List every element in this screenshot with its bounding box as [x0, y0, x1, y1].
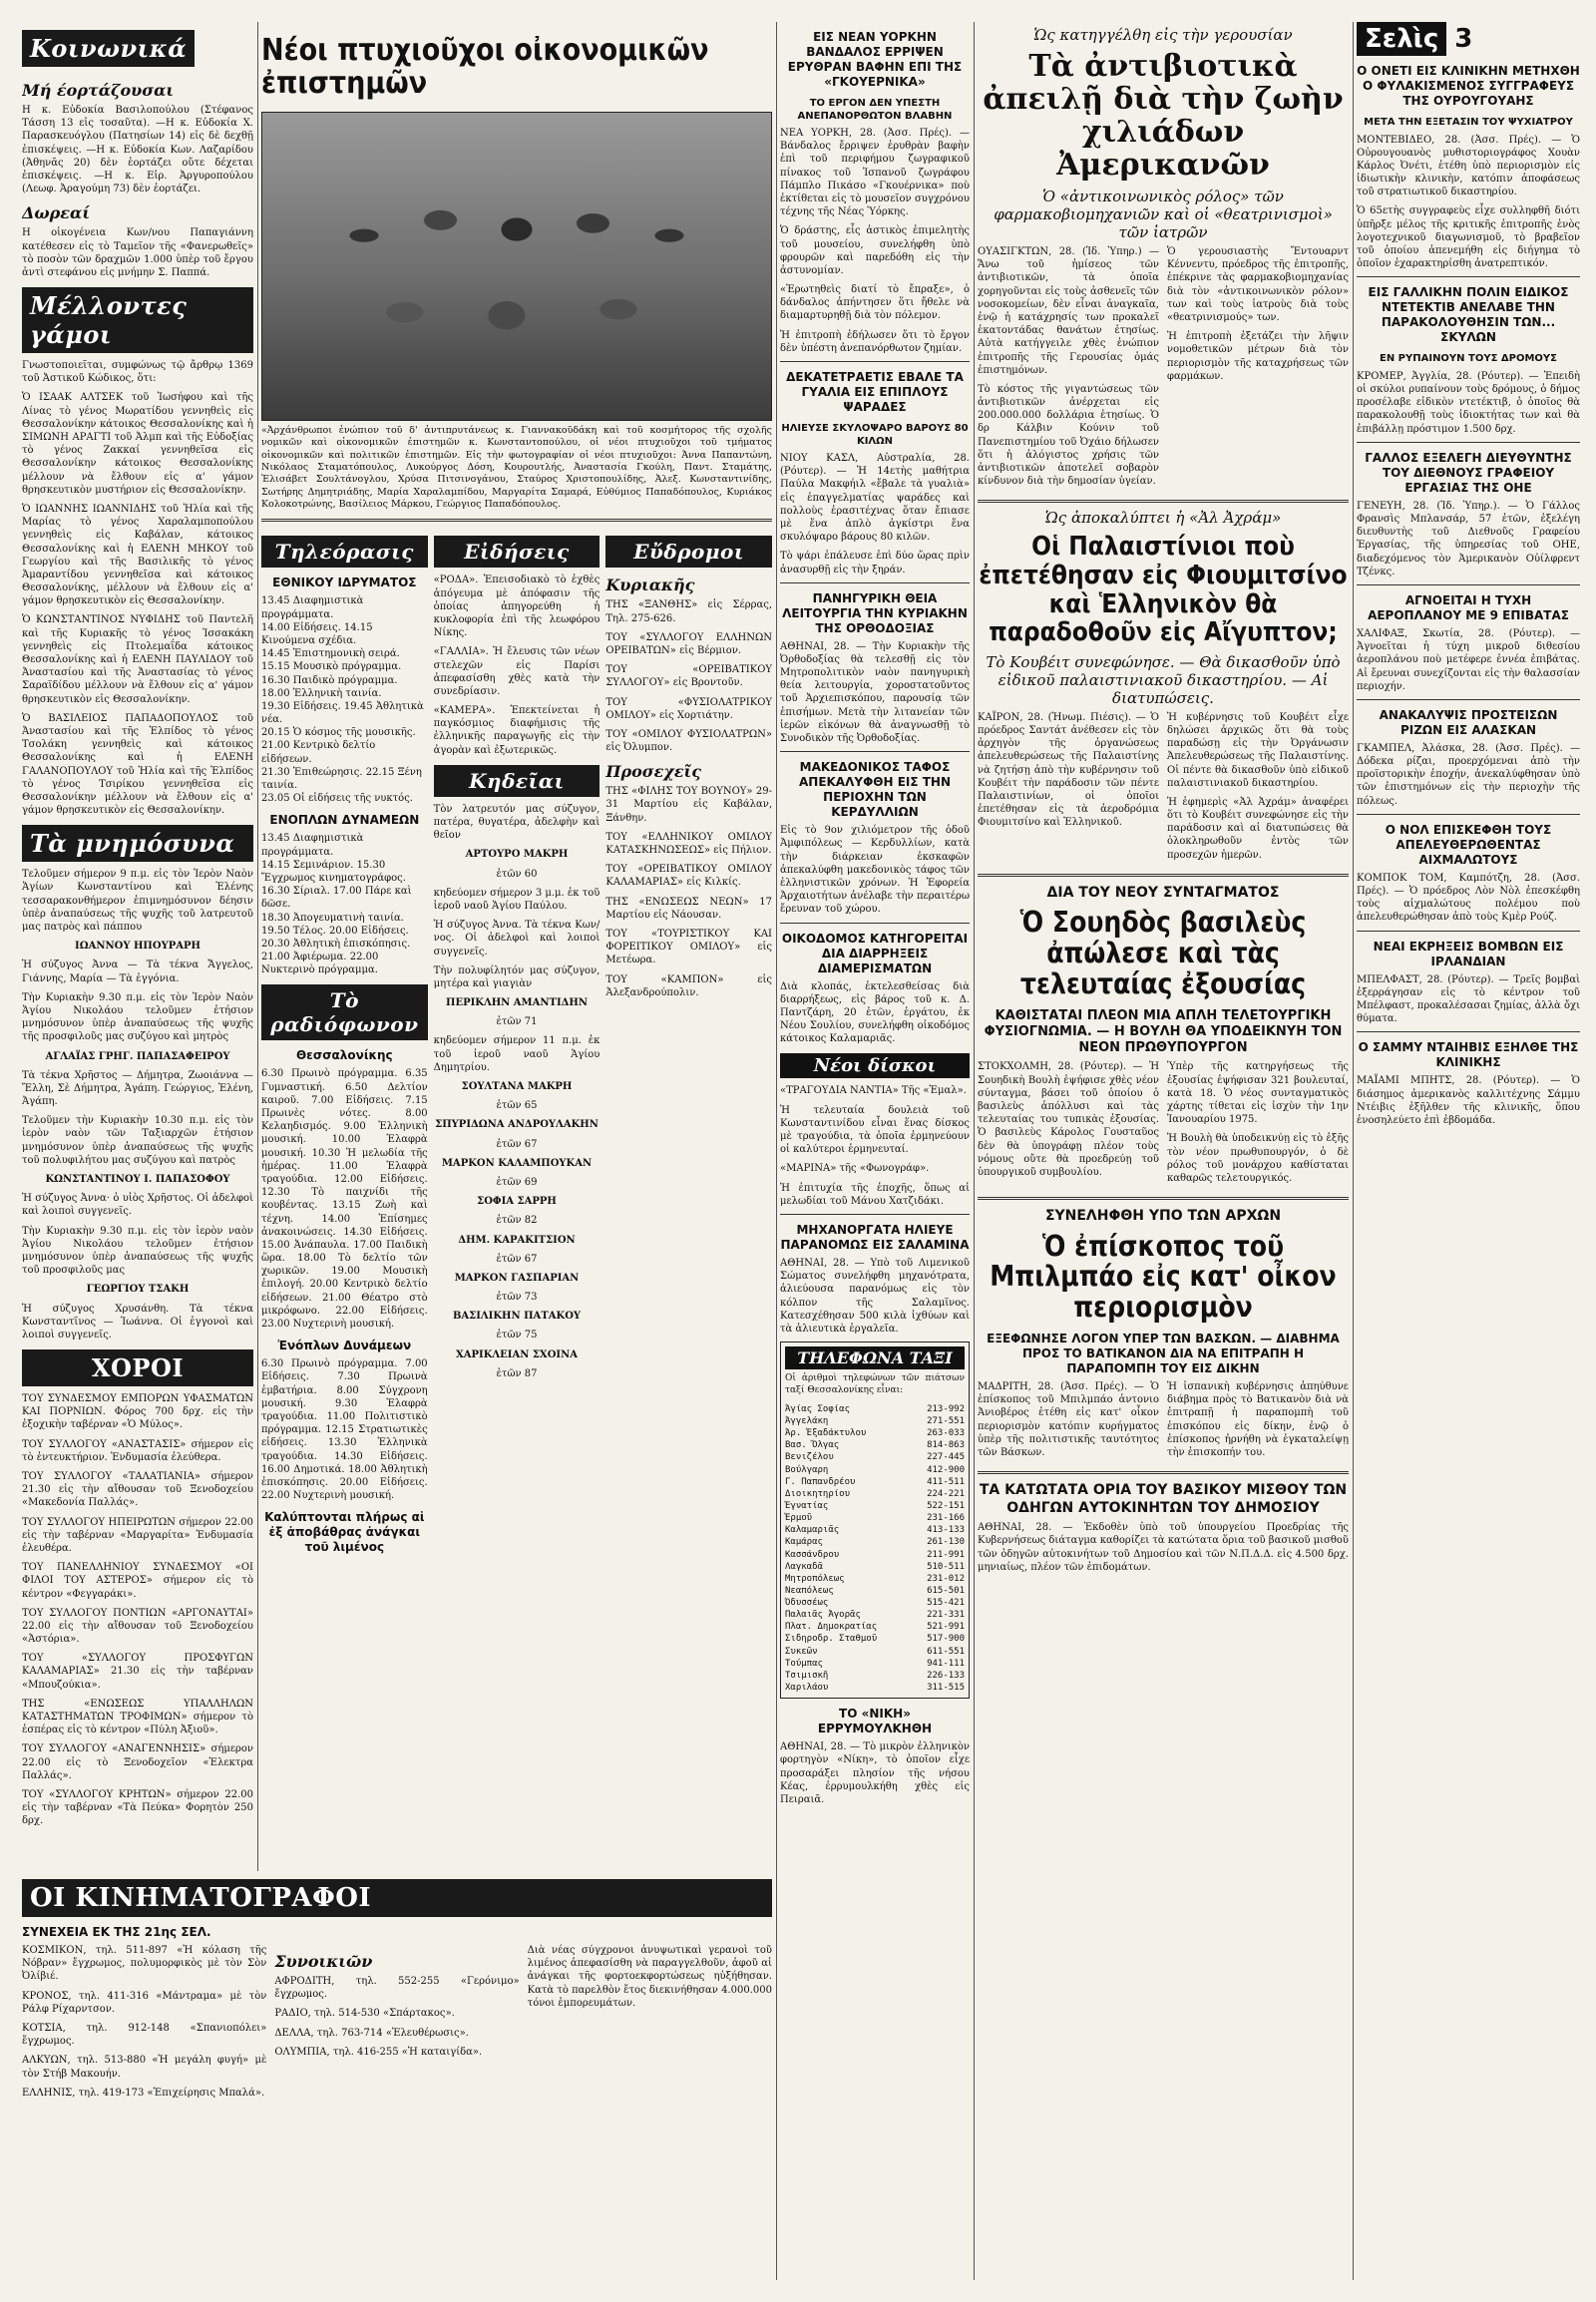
kicker: Ὡς κατηγγέλθη εἰς τὴν γερουσίαν: [1033, 26, 1293, 44]
article-text: ΓΚΑΜΠΕΛ, Ἀλάσκα, 28. (Ἀσσ. Πρές). — Δόδεκα ρίζαι, προερχόμεναι ἀπὸ τὴν προϊστορικὴν ἐποχήν, ἀνεκαλύφθησαν ὑπὸ τῶν ἐπιστημόνων εἰς τὴν περιοχὴν τῆς πόλεως.: [1357, 742, 1580, 807]
notice-text: Ἡ σύζυγος Ἀννα· ὁ υἱὸς Χρῆστος. Οἱ ἀδελφοὶ καὶ λοιποὶ συγγενεῖς.: [22, 1193, 253, 1218]
radio-heading: Ἐνόπλων Δυνάμεων: [277, 1339, 412, 1353]
notice-name: ΚΩΝΣΤΑΝΤΙΝΟΥ Ι. ΠΑΠΑΣΟΦΟΥ: [45, 1174, 230, 1185]
kicker: ΔΙΑ ΤΟΥ ΝΕΟΥ ΣΥΝΤΑΓΜΑΤΟΣ: [1046, 884, 1280, 901]
column-foreign-briefs: [1357, 22, 1580, 2280]
notice-text: ΤΗΣ «ΕΝΩΣΕΩΣ ΥΠΑΛΛΗΛΩΝ ΚΑΤΑΣΤΗΜΑΤΩΝ ΤΡΟΦΙΜΩΝ» σήμερον τὸ ἐσπέρας εἰς τὸ κέντρον «Πύλη Ἀξιοῦ».: [22, 1698, 253, 1736]
notice-text: Ὁ ΒΑΣΙΛΕΙΟΣ ΠΑΠΑΔΟΠΟΥΛΟΣ τοῦ Ἀναστασίου καὶ τῆς Ἑλπίδος τὸ γένος Τσολάκη γεννηθεὶς καὶ κάτοικος Θεσσαλονίκης καὶ ἡ ΕΛΕΝΗ ΓΑΛΑΝΟΠΟΥΛΟΥ τοῦ Ἠλία καὶ τῆς Ἑλπίδος τὸ γένος Τσιρίκου γεννηθεῖσα εἰς Θεσσαλονίκην μέλλουν νὰ ἔλθουν εἰς α' γάμον θρησκευτικὸν εἰς Θεσσαλονίκην.: [22, 712, 253, 817]
divider: [780, 361, 970, 362]
tv-listing: 20.15 Ὁ κόσμος τῆς μουσικῆς.: [261, 727, 416, 739]
taxi-stand-phone: 221-331: [927, 1610, 965, 1621]
funeral-name: ΔΗΜ. ΚΑΡΑΚΙΤΣΙΟΝ: [458, 1234, 576, 1246]
taxi-stand-name: Βασ. Ὄλγας: [785, 1440, 840, 1451]
taxi-stand-name: Καμάρας: [785, 1537, 823, 1548]
article-text: ΜΠΕΛΦΑΣΤ, 28. (Ρόυτερ). — Τρεῖς βομβαὶ ἐξερράγησαν εἰς τὸ κέντρον τοῦ Μπέλφαστ, προκαλέσασαι ζημίας, ἀλλὰ ὄχι θύματα.: [1357, 973, 1580, 1025]
notice-text: Ἡ σύζυγος Ἀννα — Τὰ τέκνα Ἄγγελος, Γιάννης, Μαρία — Τὰ ἐγγόνια.: [22, 959, 253, 984]
column-briefs: [780, 22, 970, 2280]
notice-text: ΤΟΥ «ΣΥΛΛΟΓΟΥ ΚΡΗΤΩΝ» σήμερον 22.00 εἰς τὴν ταβέρναν «Τὰ Πεύκα» Φορητὸν 250 δρχ.: [22, 1788, 253, 1827]
article-text: ΑΘΗΝΑΙ, 28. — Ἐκδοθὲν ὑπὸ τοῦ ὑπουργείου Προεδρίας τῆς Κυβερνήσεως διάταγμα καθορίζει τὰ κατώτατα ὅρια τοῦ βασικοῦ μισθοῦ τῶν ὀδηγῶν αὐτοκινήτων τοῦ Δημοσίου καὶ τῶν Ν.Π.Δ.Δ. εἰς 4.500 δρχ. μηνιαίως, πλέον τῶν ἐπιδομάτων.: [978, 1522, 1349, 1573]
article-text: Ἡ ἐπιτροπὴ ἐδήλωσεν ὅτι τὸ ἔργον δὲν ὑπέστη ἀνεπανόρθωτον ζημίαν.: [780, 329, 970, 354]
excursion-text: ΤΗΣ «ΕΝΩΣΕΩΣ ΝΕΩΝ» 17 Μαρτίου εἰς Νάουσαν.: [605, 896, 772, 921]
notice-name: ΑΓΛΑΪΑΣ ΓΡΗΓ. ΠΑΠΑΣΑΦΕΙΡΟΥ: [45, 1050, 230, 1062]
notice-text: Γνωστοποιεῖται, συμφώνως τῷ ἄρθρῳ 1369 τοῦ Ἀστικοῦ Κώδικος, ὅτι:: [22, 360, 253, 385]
page-num: 3: [1454, 24, 1473, 54]
radio-listing: 6.30 Πρωινὸ πρόγραμμα. 7.00 Εἰδήσεις. 7.30 Πρωινὰ ἐμβατήρια. 8.00 Σύγχρονη μουσική. 9.30 Ἐλαφρὰ τραγούδια. 11.00 Πολιτιστικὸ πρόγραμμα. 12.15 Στρατιωτικὲς εἰδήσεις. 13.30 Ἐλληνικὰ τραγούδια. 14.30 Εἰδήσεις. 16.00 Δημοτικά. 18.00 Ἀθλητικὴ ἐπισκόπησις. 20.00 Εἰδήσεις. 22.00 Νυχτερινὴ μουσική.: [261, 1358, 428, 1502]
taxi-row: [785, 1524, 965, 1536]
headline-antibiotics: Τὰ ἀντιβιοτικὰ ἀπειλῇ διὰ τὴν ζωὴν χιλιάδων Ἀμερικανῶν: [983, 49, 1344, 183]
article-text: Ἡ ἱσπανικὴ κυβέρνησις ἀπηύθυνε διάβημα πρὸς τὸ Βατικανὸν διὰ νὰ ἐπιτραπῇ ἡ παραπομπὴ τοῦ ἐπισκόπου εἰς δίκην, ἐνῷ ὁ ἐπίσκοπος ἠρνήθη νὰ ἐγκαταλείψῃ τὴν ἐπισκοπήν του.: [1167, 1381, 1349, 1458]
section-banner-news: Εἰδήσεις: [434, 536, 600, 568]
notice-text: Τὴν Κυριακὴν 9.30 π.μ. εἰς τὸν ἱερὸν ναὸν Ἁγίου Νικολάου τελοῦμεν ἐτήσιον μνημόσυνον ὑπὲρ ἀναπαύσεως τῆς ψυχῆς τοῦ προσφιλοῦς μας: [22, 1225, 253, 1277]
listing-text: ΕΛΛΗΝΙΣ, τηλ. 419-173 «Ἐπιχείρησις Μπαλά».: [22, 2087, 265, 2099]
taxi-row: [785, 1682, 965, 1694]
taxi-stand-name: Ἀγίας Σοφίας: [785, 1403, 851, 1414]
tv-listing: 13.45 Διαφημιστικὰ προγράμματα.: [261, 595, 364, 620]
section-banner-funerals: Κηδεῖαι: [434, 765, 600, 797]
divider: [1357, 1031, 1580, 1032]
taxi-phone-box: [780, 1342, 970, 1699]
tv-channel-heading: ΕΘΝΙΚΟΥ ΙΔΡΥΜΑΤΟΣ: [272, 576, 417, 590]
notice-name: ΙΩΑΝΝΟΥ ΗΠΟΥΡΑΡΗ: [75, 941, 200, 953]
excursion-text: ΤΟΥ «ΣΥΛΛΟΓΟΥ ΕΛΛΗΝΩΝ ΟΡΕΙΒΑΤΩΝ» εἰς Βέρμιον.: [605, 631, 772, 656]
taxi-row: [785, 1670, 965, 1682]
funeral-age: ἐτῶν 69: [496, 1176, 538, 1188]
taxi-stand-name: Τούμπας: [785, 1658, 823, 1669]
section-subtitle: Συνοικιῶν: [274, 1952, 373, 1971]
taxi-stand-name: Γ. Παπανδρέου: [785, 1476, 856, 1487]
excursion-text: ΤΟΥ «ΚΑΜΠΟΝ» εἰς Ἀλεξανδρούπολιν.: [605, 973, 772, 998]
taxi-stand-name: Βούλγαρη: [785, 1464, 829, 1475]
funeral-age: ἐτῶν 87: [496, 1367, 538, 1379]
tv-listing: 21.00 Κεντρικὸ δελτίο εἰδήσεων.: [261, 740, 376, 765]
tv-listing: 14.45 Ἐπιστημονικὴ σειρά. 15.15 Μουσικὸ πρόγραμμα.: [261, 648, 402, 673]
article-headline: Ο ΣΑΜΜΥ ΝΤΑΙΗΒΙΣ ΕΞΗΛΘΕ ΤΗΣ ΚΛΙΝΙΚΗΣ: [1358, 1040, 1579, 1070]
news-brief: «ΡΟΔΑ». Ἐπεισοδιακὸ τὸ ἐχθὲς ἀπόγευμα μὲ ἀπόφασιν τῆς ὁποίας ἀπηγορεύθη ἡ κυκλοφορία ἐπὶ τῆς λεωφόρου Νίκης.: [433, 575, 600, 639]
divider: [1357, 931, 1580, 932]
divider: [1357, 442, 1580, 443]
divider: [261, 519, 772, 522]
article-text: Ὁ γερουσιαστὴς Ἔντουαρντ Κέννεντυ, πρόεδρος τῆς ἐπιτροπῆς, ἐπέκρινε τὰς φαρμακοβιομηχανίας διὰ τὸν «ἀντικοινωνικὸν ρόλον» των καὶ τοὺς ἰατροὺς διὰ τοὺς «θεατρινισμούς» των.: [1167, 246, 1349, 323]
section-banner-tv: Τηλεόρασις: [261, 536, 428, 568]
article-text: ΓΕΝΕΥΗ, 28. (Ἰδ. Ὑπηρ.). — Ὁ Γάλλος Φρανσὶς Μπλανσάρ, 57 ἐτῶν, ἐξελέγη διευθυντὴς τοῦ Διεθνοῦς Γραφείου Ἐργασίας, τῆς ὑπηρεσίας τοῦ ΟΗΕ, διαδεχόμενος τὸν Ἀμερικανὸν Οὐίλφρεντ Τζένκς.: [1357, 500, 1580, 577]
tv-listing: 19.50 Τέλος. 20.00 Εἰδήσεις.: [261, 925, 409, 937]
article-subheadline: ΜΕΤΑ ΤΗΝ ΕΞΕΤΑΣΙΝ ΤΟΥ ΨΥΧΙΑΤΡΟΥ: [1364, 117, 1573, 128]
taxi-row: [785, 1476, 965, 1488]
article-text: ΜΑΔΡΙΤΗ, 28. (Ἀσσ. Πρές). — Ὁ ἐπίσκοπος τοῦ Μπιλμπάο ἀντονιο Ἀνιοβέρος ἐτέθη εἰς κατ' οἶκον περιορισμὸν κατόπιν κυρήγματος ὑπὲρ τῆς πολιτιστικῆς ταυτότητος τῶν Βάσκων.: [978, 1381, 1159, 1458]
article-headline: Ο ΟΝΕΤΙ ΕΙΣ ΚΛΙΝΙΚΗΝ ΜΕΤΗΧΘΗ Ο ΦΥΛΑΚΙΣΜΕΝΟΣ ΣΥΓΓΡΑΦΕΥΣ ΤΗΣ ΟΥΡΟΥΓΟΥΑΗΣ: [1357, 64, 1580, 108]
radio-listing: 6.30 Πρωινὸ πρόγραμμα. 6.35 Γυμναστική. 6.50 Δελτίον καιροῦ. 7.00 Εἰδήσεις. 7.15 Πρωινὲς νότες. 8.00 Κελαηδισμός. 9.00 Ἑλληνικὴ μουσική. 10.00 Ἐλαφρὰ μουσική. 10.30 Ἡ μελωδία τῆς ἡμέρας. 11.00 Ἐλαφρὰ τραγούδια. 12.00 Εἰδήσεις. 12.30 Τὸ παιχνίδι τῆς κουβέντας. 13.15 Ζωὴ καὶ τέχνη. 14.00 Ἐπίσημες ἀνακοινώσεις. 14.30 Εἰδήσεις. 15.00 Ἀνάπαυλα. 17.00 Παιδικὴ ὥρα. 18.00 Τὸ δελτίο τῶν χωρικῶν. 19.00 Μουσικὴ ἐπιλογή. 20.00 Κεντρικὸ δελτίο εἰδήσεων. 21.00 Θέατρο στὸ μικρόφωνο. 22.00 Εἰδήσεις. 23.00 Νυχτερινὴ μουσική.: [261, 1068, 428, 1331]
taxi-stand-phone: 521-991: [927, 1622, 965, 1633]
kicker: ΣΥΝΕΛΗΦΘΗ ΥΠΟ ΤΩΝ ΑΡΧΩΝ: [1044, 1208, 1282, 1225]
excursion-text: ΤΗΣ «ΞΑΝΘΗΣ» εἰς Σέρρας, Τηλ. 275-626.: [605, 599, 772, 624]
taxi-row: [785, 1621, 965, 1633]
article-text: Τὸ κόστος τῆς γιγαντώσεως τῶν ἀντιβιοτικῶν ἀνέρχεται εἰς 200.000.000 δολλάρια ἐτησίως. Ὁ δρ Κάλβιν Κούνιν τοῦ Πανεπιστημίου τοῦ Ὀχάιο δήλωσεν ὅτι ἡ ἀλόγιστος χρήσις τῶν ἀντιβιοτικῶν ἀποτελεῖ σοβαρὸν κίνδυνον διὰ τὴν δημοσίαν ὑγείαν.: [978, 383, 1159, 488]
taxi-row: [785, 1415, 965, 1427]
taxi-stand-name: Σιδηροδρ. Σταθμοῦ: [785, 1634, 878, 1645]
taxi-stand-phone: 522-151: [927, 1500, 965, 1511]
excursion-text: ΤΟΥ «ΟΜΙΛΟΥ ΦΥΣΙΟΛΑΤΡΩΝ» εἰς Ὀλυμπον.: [605, 728, 772, 754]
taxi-stand-phone: 515-421: [927, 1598, 965, 1609]
funeral-text: κηδεύομεν σήμερον 11 π.μ. ἐκ τοῦ ἱεροῦ ναοῦ Ἁγίου Δημητρίου.: [433, 1035, 600, 1073]
graduates-photo: [261, 112, 772, 421]
taxi-stand-name: Βενιζέλου: [785, 1452, 834, 1463]
tv-listing: 16.30 Παιδικὸ πρόγραμμα. 18.00 Ἐλληνικὴ ταινία.: [261, 674, 398, 699]
article-text: «Ἐρωτηθεὶς διατί τὸ ἔπραξε», ὁ δάνδαλος ἀπήντησεν ὅτι ἤθελε νὰ διαμαρτυρηθῇ διὰ τὸν πόλεμον.: [780, 284, 970, 322]
continuation-note: ΣΥΝΕΧΕΙΑ ΕΚ ΤΗΣ 21ης ΣΕΛ.: [22, 1925, 211, 1939]
taxi-stand-phone: 261-130: [927, 1537, 965, 1548]
taxi-row: [785, 1597, 965, 1609]
notice-text: Τὴν Κυριακὴν 9.30 π.μ. εἰς τὸν Ἱερὸν Ναὸν Ἁγίου Νικολάου τελοῦμεν ἐτήσιον μνημόσυνον ὑπὲρ ἀναπαύσεως τῆς ψυχῆς τῆς προσφιλοῦς μας συζύγου καὶ μητρὸς: [22, 991, 253, 1043]
divider: [978, 874, 1349, 877]
article-text: ΑΘΗΝΑΙ, 28. — Τὴν Κυριακὴν τῆς Ὀρθοδοξίας θὰ τελεσθῇ εἰς τὸν Μητροπολιτικὸν ναὸν πανηγυρικὴ θεία λειτουργία, χοροστατοῦντος τοῦ Ἀρχιεπισκόπου, παρουσίᾳ τῶν ἐπισήμων. Μετὰ τὴν λιτανείαν τῶν ἱερῶν εἰκόνων θὰ ἀναγνωσθῇ τὸ Συνοδικὸν τῆς Ὀρθοδοξίας.: [780, 640, 970, 744]
record-text: Ἡ τελευταία δουλειὰ τοῦ Κωνσταντινίδου εἶναι ἕνας δίσκος μὲ τραγούδια, τὰ ὁποῖα ἐρμηνεύουν οἱ καλύτεροι ἑρμηνευταί.: [780, 1104, 970, 1156]
taxi-row: [785, 1464, 965, 1476]
funeral-age: ἐτῶν 75: [496, 1330, 538, 1342]
section-banner-records: Νέοι δίσκοι: [780, 1053, 970, 1078]
funeral-name: ΒΑΣΙΛΙΚΗΝ ΠΑΤΑΚΟΥ: [452, 1311, 582, 1323]
article-text: ΝΙΟΥ ΚΑΣΛ, Αὐστραλία, 28. (Ρόυτερ). — Ἡ 14ετὴς μαθήτρια Παύλα Μακφήιλ «ἔβαλε τὰ γυαλιὰ» εἰς ἐπαγγελματίας ψαράδες καὶ πολλοὺς ἐρασιτέχνας ὅταν ἔπιασε μὲ ἕνα ἁπλὸ ἀγκίστρι ἕνα σκυλόψαρο βάρους 80 κιλῶν.: [780, 453, 970, 544]
section-banner-weddings: Μέλλοντες γάμοι: [22, 287, 253, 353]
article-subheadline: ΗΛΙΕΥΣΕ ΣΚΥΛΟΨΑΡΟ ΒΑΡΟΥΣ 80 ΚΙΛΩΝ: [781, 423, 969, 447]
article-headline: ΜΗΧΑΝΟΡΓΑΤΑ ΗΛΙΕΥΕ ΠΑΡΑΝΟΜΩΣ ΕΙΣ ΣΑΛΑΜΙΝΑ: [780, 1222, 970, 1252]
taxi-stand-name: Λαγκαδᾶ: [785, 1561, 823, 1572]
notice-text: ΤΟΥ ΣΥΝΔΕΣΜΟΥ ΕΜΠΟΡΩΝ ΥΦΑΣΜΑΤΩΝ ΚΑΙ ΠΟΡΝΙΩΝ. Φόρος 700 δρχ. εἰς τὴν ἐξοχικὴν ταβέρναν «Ὁ Μύλος».: [22, 1393, 253, 1431]
article-text: ΝΕΑ ΥΟΡΚΗ, 28. (Ἀσσ. Πρές). — Βάνδαλος ἔρριψεν ἐρυθρὰν βαφὴν ἐπὶ τοῦ περιφήμου ζωγραφικοῦ πίνακος τοῦ Ἰσπανοῦ ζωγράφου Πάμπλο Πικάσο «Γκουέρνικα» ποὺ ἐκτίθεται εἰς τὸ μουσεῖον συγχρόνου τέχνης τῆς Νέας Ὑόρκης.: [780, 128, 970, 218]
section-subtitle: Δωρεαί: [22, 203, 91, 223]
taxi-stand-phone: 413-133: [927, 1525, 965, 1536]
article-headline: ΕΙΣ ΝΕΑΝ ΥΟΡΚΗΝ ΒΑΝΔΑΛΟΣ ΕΡΡΙΨΕΝ ΕΡΥΘΡΑΝ ΒΑΦΗΝ ΕΠΙ ΤΗΣ «ΓΚΟΥΕΡΝΙΚΑ»: [787, 30, 963, 89]
divider: [780, 1214, 970, 1215]
article-text: Ἡ ἐφημερὶς «Ἀλ Ἀχράμ» ἀναφέρει ὅτι τὸ Κουβέιτ συνεφώνησε εἰς τὴν παράδοσιν καὶ αἱ διατυπώσεις θὰ ὁλοκληρωθοῦν ἐντὸς τῶν προσεχῶν ἡμερῶν.: [1167, 796, 1349, 861]
taxi-row: [785, 1536, 965, 1548]
funeral-text: Ἡ σύζυγος Ἀννα. Τὰ τέκνα Κων/νος. Οἱ ἀδελφοὶ καὶ λοιποὶ συγγενεῖς.: [433, 920, 600, 958]
notice-text: ΤΟΥ ΣΥΛΛΟΓΟΥ ΠΟΝΤΙΩΝ «ΑΡΓΟΝΑΥΤΑΙ» 22.00 εἰς τὴν αἴθουσαν τοῦ Ξενοδοχείου «Ἀστόρια».: [22, 1607, 253, 1646]
page-label: Σελὶς: [1357, 22, 1446, 56]
article-headline: ΜΑΚΕΔΟΝΙΚΟΣ ΤΑΦΟΣ ΑΠΕΚΑΛΥΦΘΗ ΕΙΣ ΤΗΝ ΠΕΡΙΟΧΗΝ ΤΩΝ ΚΕΡΔΥΛΛΙΩΝ: [798, 760, 952, 820]
photo-caption: «Ἀρχάνθρωποι ἐνώπιον τοῦ δ' ἀντιπρυτάνεως κ. Γιαννακοῦδάκη καὶ τοῦ κοσμήτορος τῆς σχολῆς νομικῶν καὶ οἰκονομικῶν ἐπιστημῶν κ. Κωνσταντοπούλου, οἱ νέοι πτυχιοῦχοι τοῦ τμήματος οἰκονομικῶν καὶ πολιτικῶν ἐπιστημῶν. Εἰς τὴν φωτογραφίαν οἱ νέοι πτυχιοῦχοι: Ἀννα Παπαντώνη, Νικόλαος Σταματόπουλος, Λυκούργος Δόση, Κουρουτλής, Ἀναστασία Γκούλη, Παντ. Σταμάτης, Ἐλισάβετ Σουλτάνογλου, Χρύσα Πιτσινογάνου, Σταύρος Χριστοπουλίδης, Ἀλεξ. Κωνσταντινίδης, Σωτήρης Δημητριάδης, Μαρία Χαραλαμπίδου, Μαργαρίτα Σαμαρά, Εὐθύμιος Παπαδόπουλος, Κυριάκος Κολοκοτρώνης, Βασίλειος Μάρκου, Γεώργιος Παπαδόπουλος.: [261, 425, 772, 511]
tv-listing: 21.00 Ἀφιέρωμα. 22.00 Νυκτερινὸ πρόγραμμα.: [261, 952, 379, 976]
taxi-row: [785, 1609, 965, 1621]
section-banner-social: Κοινωνικά: [22, 30, 195, 67]
article-text: ΟΥΑΣΙΓΚΤΩΝ, 28. (Ἰδ. Ὑπηρ.) — Ἄνω τοῦ ἡμίσεος τῶν ἀντιβιοτικῶν, τὰ ὁποῖα χορηγοῦνται εἰς τοὺς ἀσθενεῖς τῶν νοσοκομείων, δὲν εἶναι ἀναγκαῖα, ἐνῷ ἡ κατάχρησίς των προκαλεῖ ἑκατοντάδας θανάτων ἐτησίως. Αὐτὰ κατήγγειλε χθὲς ἐνώπιον ἐπιτροπῆς τῆς Γερουσίας ὁμάς ἐπιστημόνων.: [978, 246, 1159, 376]
article-headline: ΤΟ «ΝΙΚΗ» ΕΡΡΥΜΟΥΛΚΗΘΗ: [817, 1707, 933, 1736]
funeral-name: ΣΟΦΙΑ ΣΑΡΡΗ: [477, 1196, 557, 1208]
notice-name: ΓΕΩΡΓΙΟΥ ΤΣΑΚΗ: [86, 1284, 190, 1296]
taxi-stand-phone: 411-511: [927, 1476, 965, 1487]
taxi-stand-name: Ὀδυσσέως: [785, 1598, 829, 1609]
notice-text: Ὁ ΚΩΝΣΤΑΝΤΙΝΟΣ ΝΥΦΙΔΗΣ τοῦ Παντελῆ καὶ τῆς Κυριακῆς τὸ γένος Ἰσσακάκη γεννηθεὶς εἰς Πτολεμαΐδα κάτοικος Θεσσαλονίκης καὶ ἡ ΕΛΕΝΗ ΠΑΥΛΙΔΟΥ τοῦ Ἀναστασίου καὶ τῆς Ἀναστασίας τὸ γένος Σαραϊδίδου μέλλουν νὰ ἔλθουν εἰς α' γάμον θρησκευτικὸν εἰς Θεσσαλονίκην.: [22, 614, 253, 705]
article-headline: ΟΙΚΟΔΟΜΟΣ ΚΑΤΗΓΟΡΕΙΤΑΙ ΔΙΑ ΔΙΑΡΡΗΞΕΙΣ ΔΙΑΜΕΡΙΣΜΑΤΩΝ: [781, 931, 969, 975]
tv-listing: 14.00 Εἰδήσεις. 14.15 Κινούμενα σχέδια.: [261, 621, 373, 646]
funeral-text: Τὴν πολυφίλητόν μας σύζυγον, μητέρα καὶ γιαγιὰν: [433, 964, 600, 989]
divider: [1357, 699, 1580, 700]
taxi-row: [785, 1488, 965, 1500]
divider: [978, 1197, 1349, 1200]
funeral-name: ΣΟΥΛΤΑΝΑ ΜΑΚΡΗ: [461, 1081, 573, 1093]
tv-listing: 16.30 Σίριαλ. 17.00 Πάρε καὶ δῶσε.: [261, 886, 412, 911]
section-banner-cinemas: ΟΙ ΚΙΝΗΜΑΤΟΓΡΑΦΟΙ: [22, 1879, 772, 1917]
divider: [780, 923, 970, 924]
taxi-stand-phone: 231-012: [927, 1573, 965, 1584]
divider: [780, 751, 970, 752]
tv-channel-heading: ΕΝΟΠΛΩΝ ΔΥΝΑΜΕΩΝ: [269, 813, 420, 828]
funeral-name: ΠΕΡΙΚΛΗΝ ΑΜΑΝΤΙΔΗΝ: [446, 997, 588, 1009]
notice-text: ΤΟΥ ΣΥΛΛΟΓΟΥ ΗΠΕΙΡΩΤΩΝ σήμερον 22.00 εἰς τὴν ταβέρναν «Μαργαρίτα» Ἐνδυμασία ἐλευθέρα.: [22, 1516, 253, 1554]
column-main-photo: [261, 22, 772, 1867]
tv-listing: 18.30 Ἀπογευματινὴ ταινία.: [261, 912, 404, 924]
taxi-stand-phone: 941-111: [927, 1658, 965, 1669]
taxi-stand-phone: 510-511: [927, 1561, 965, 1572]
article-subheadline: ΕΝ ΡΥΠΑΙΝΟΥΝ ΤΟΥΣ ΔΡΟΜΟΥΣ: [1379, 353, 1557, 365]
article-text: ΑΘΗΝΑΙ, 28. — Τὸ μικρὸν ἐλληνικὸν φορτηγὸν «Νίκη», τὸ ὁποῖον εἶχε προσαράξει πλησίον τῆς νήσου Κέας, ἐρρυμουλκήθη χθὲς εἰς Πειραιᾶ.: [780, 1741, 970, 1805]
funeral-age: ἐτῶν 82: [496, 1215, 538, 1227]
article-subheadline: ΤΟ ΕΡΓΟΝ ΔΕΝ ΥΠΕΣΤΗ ΑΝΕΠΑΝΟΡΘΩΤΟΝ ΒΛΑΒΗΝ: [797, 98, 953, 122]
funeral-age: ἐτῶν 60: [496, 868, 538, 880]
article-text: Ὁ δράστης, εἷς ἀστικὸς ἐπιμελητὴς τοῦ μουσείου, συνελήφθη ὑπὸ φρουρῶν καὶ παρεδόθη εἰς τὴν ἀστυνομίαν.: [780, 225, 970, 276]
divider: [1357, 814, 1580, 815]
tv-listing: 23.05 Οἱ εἰδήσεις τῆς νυκτός.: [261, 793, 413, 805]
taxi-stand-phone: 213-992: [927, 1403, 965, 1414]
subheadline: ΕΞΕΦΩΝΗΣΕ ΛΟΓΟΝ ΥΠΕΡ ΤΩΝ ΒΑΣΚΩΝ. — ΔΙΑΒΗΜΑ ΠΡΟΣ ΤΟ ΒΑΤΙΚΑΝΟΝ ΔΙΑ ΝΑ ΕΠΙΤΡΑΠΗ Η ΠΑΡΑΠΟΜΠΗ ΤΟΥ ΕΙΣ ΔΙΚΗΝ: [987, 1332, 1340, 1376]
tv-listing: 21.30 Ἐπιθεώρησις. 22.15 Ξένη ταινία.: [261, 766, 422, 792]
taxi-row: [785, 1512, 965, 1524]
funeral-name: ΑΡΤΟΥΡΟ ΜΑΚΡΗ: [465, 849, 569, 861]
funeral-age: ἐτῶν 67: [496, 1253, 538, 1265]
taxi-stand-phone: 231-166: [927, 1513, 965, 1524]
taxi-stand-name: Νεαπόλεως: [785, 1585, 834, 1596]
subheadline: Τὸ Κουβέιτ συνεφώνησε. — Θὰ δικασθοῦν ὑπὸ εἰδικοῦ παλαιστινιακοῦ δικαστηρίου. — Αἱ διατυπώσεις.: [986, 652, 1341, 707]
article-text: Η οἰκογένεια Κων/νου Παπαγιάννη κατέθεσεν εἰς τὸ Ταμεῖον τῆς «Φανερωθεῖς» τὸ ποσὸν τῶν δραχμῶν 1.000 ὑπὲρ τοῦ ἔργου ἀντὶ στεφάνου εἰς μνήμην Σ. Παππά.: [22, 227, 253, 278]
page-number: [1357, 22, 1580, 56]
excursion-text: ΤΟΥ «ΟΡΕΙΒΑΤΙΚΟΥ ΟΜΙΛΟΥ ΚΑΛΑΜΑΡΙΑΣ» εἰς Κιλκίς.: [605, 864, 772, 889]
divider: [978, 1471, 1349, 1474]
listing-text: ΑΛΚΥΩΝ, τηλ. 513-880 «Ἡ μεγάλη φυγή» μὲ τὸν Στήβ Μακουήν.: [22, 2055, 267, 2080]
taxi-stand-phone: 611-551: [927, 1646, 965, 1657]
taxi-stand-phone: 227-445: [927, 1452, 965, 1463]
taxi-row: [785, 1646, 965, 1658]
excursion-text: ΤΟΥ «ΤΟΥΡΙΣΤΙΚΟΥ ΚΑΙ ΦΟΡΕΙΤΙΚΟΥ ΟΜΙΛΟΥ» εἰς Μετέωρα.: [605, 928, 772, 966]
funeral-name: ΜΑΡΚΟΝ ΓΑΣΠΑΡΙΑΝ: [454, 1272, 580, 1284]
taxi-row: [785, 1500, 965, 1512]
article-text: ΧΑΛΙΦΑΞ, Σκωτία, 28. (Ρόυτερ). — Ἀγνοεῖται ἡ τύχη μικροῦ διθεσίου ἀεροπλάνου ποὺ μετέφερε ἐννέα ἐπιβάτας. Αἱ ἔρευναι συνεχίζονται εἰς τὴν θαλασσίαν περιοχήν.: [1357, 627, 1580, 692]
article-text: ΑΘΗΝΑΙ, 28. — Υπὸ τοῦ Λιμενικοῦ Σώματος συνελήφθη μηχανότρατα, ἀλιεύουσα παρανόμως εἰς τὸν κόλπον τῆς Σαλαμῖνος. Κατεσχέθησαν 500 κιλὰ ἰχθύων καὶ τὰ ἀλιευτικὰ ἐργαλεῖα.: [780, 1257, 970, 1335]
taxi-stand-name: Ἀγγελάκη: [785, 1415, 829, 1426]
listing-text: ΡΑΔΙΟ, τηλ. 514-530 «Σπάρτακος».: [274, 2008, 455, 2020]
headline-graduates: Νέοι πτυχιοῦχοι οἰκονομικῶν ἐπιστημῶν: [261, 33, 709, 101]
tv-listing: 20.30 Ἀθλητικὴ ἐπισκόπησις.: [261, 938, 411, 950]
tv-listing: 14.15 Σεμινάριον. 15.30 Ἔγχρωμος κινηματογράφος.: [261, 859, 406, 884]
headline-bilbao-bishop: Ὁ ἐπίσκοπος τοῦ Μπιλμπάο εἰς κατ' οἶκον περιορισμὸν: [990, 1229, 1337, 1325]
article-text: ΜΟΝΤΕΒΙΔΕΟ, 28. (Ἀσσ. Πρές). — Ὁ Οὐρουγουανὸς μυθιστοριογράφος Χουὰν Κάρλος Ὀνέτι, ἐτέθη ὑπὸ περιορισμὸν εἰς ἰδιωτικὴν κλινικὴν, κατόπιν ἀποφάσεως τοῦ στρατιωτικοῦ δικαστηρίου.: [1357, 134, 1580, 198]
taxi-row: [785, 1573, 965, 1585]
article-headline: ΑΝΑΚΑΛΥΨΙΣ ΠΡΟΣΤΕΙΣΩΝ ΡΙΖΩΝ ΕΙΣ ΑΛΑΣΚΑΝ: [1379, 707, 1558, 737]
headline-swedish-king: Ὁ Σουηδὸς βασιλεὺς ἀπώλεσε καὶ τὰς τελευταίας ἐξουσίας: [1019, 906, 1307, 1000]
divider: [1357, 276, 1580, 277]
taxi-row: [785, 1633, 965, 1645]
article-headline: ΤΑ ΚΑΤΩΤΑΤΑ ΟΡΙΑ ΤΟΥ ΒΑΣΙΚΟΥ ΜΙΣΘΟΥ ΤΩΝ ΟΔΗΓΩΝ ΑΥΤΟΚΙΝΗΤΩΝ ΤΟΥ ΔΗΜΟΣΙΟΥ: [979, 1482, 1348, 1516]
article-headline: ΑΓΝΟΕΙΤΑΙ Η ΤΥΧΗ ΑΕΡΟΠΛΑΝΟΥ ΜΕ 9 ΕΠΙΒΑΤΑΣ: [1368, 592, 1569, 622]
section-subtitle: Κυριακῆς: [605, 576, 695, 595]
article-text: Ὁ 65ετὴς συγγραφεὺς εἶχε συλληφθῆ διότι ὑπῆρξε μέλος τῆς κριτικῆς ἐπιτροπῆς ἑνὸς λογοτεχνικοῦ διαγωνισμοῦ, τὸ βραβεῖον τοῦ ὁποίου ἀπενεμήθη εἰς διήγημα τὸ ὁποῖον ἐχαρακτηρίσθη ἀνατρεπτικόν.: [1357, 205, 1580, 270]
taxi-row: [785, 1549, 965, 1561]
taxi-row: [785, 1427, 965, 1439]
funeral-name: ΣΠΥΡΙΔΩΝΑ ΑΝΔΡΟΥΛΑΚΗΝ: [435, 1119, 598, 1131]
funeral-name: ΧΑΡΙΚΛΕΙΑΝ ΣΧΟΙΝΑ: [456, 1348, 578, 1360]
listing-text: ΚΡΟΝΟΣ, τηλ. 411-316 «Μάντραμα» μὲ τὸν Ράλφ Ρίχαρντσον.: [22, 1990, 267, 2015]
article-headline: ΕΙΣ ΓΑΛΛΙΚΗΝ ΠΟΛΙΝ ΕΙΔΙΚΟΣ ΝΤΕΤΕΚΤΙΒ ΑΝΕΛΑΒΕ ΤΗΝ ΠΑΡΑΚΟΛΟΥΘΗΣΙΝ ΤΩΝ... ΣΚΥΛΩΝ: [1368, 285, 1569, 345]
article-headline: ΝΕΑΙ ΕΚΡΗΞΕΙΣ ΒΟΜΒΩΝ ΕΙΣ ΙΡΛΑΝΔΙΑΝ: [1373, 939, 1564, 968]
taxi-stand-name: Μητροπόλεως: [785, 1573, 845, 1584]
taxi-box-title: ΤΗΛΕΦΩΝΑ ΤΑΞΙ: [785, 1346, 965, 1369]
harbor-headline: Καλύπτονται πλήρως αἱ ἐξ ἀποβάθρας ἀνάγκαι τοῦ λιμένος: [264, 1510, 425, 1555]
notice-text: Ὁ ΙΩΑΝΝΗΣ ΙΩΑΝΝΙΔΗΣ τοῦ Ἠλία καὶ τῆς Μαρίας τὸ γένος Χαραλαμποπούλου γεννηθεὶς εἰς Καβάλαν, κάτοικος Θεσσαλονίκης καὶ ἡ ΕΛΕΝΗ ΜΗΚΟΥ τοῦ Γεωργίου καὶ τῆς Βασιλικῆς τὸ γένος Ἀμαραντίδου γεννηθεῖσα καὶ κάτοικος Θεσσαλονίκης, μέλλουν νὰ ἔλθουν εἰς α' γάμον θρησκευτικὸν εἰς Θεσσαλονίκην.: [22, 503, 253, 607]
divider: [1357, 584, 1580, 585]
funeral-age: ἐτῶν 71: [496, 1016, 538, 1028]
funeral-text: κηδεύομεν σήμερον 3 μ.μ. ἐκ τοῦ ἱεροῦ ναοῦ Ἁγίου Παύλου.: [433, 887, 600, 912]
news-brief: «ΓΑΛΛΙΑ». Ἡ ἔλευσις τῶν νέων στελεχῶν εἰς Παρίσι ἀπεφασίσθη χθὲς κατὰ τὴν συνεδρίασιν.: [433, 646, 600, 697]
record-text: «ΤΡΑΓΟΥΔΙΑ ΝΑΝΤΙΑ» Τῆς «Ἐμαλ».: [780, 1085, 967, 1097]
article-text: Ὑπὲρ τῆς κατηργήσεως τῆς ἐξουσίας ἐψήφισαν 321 βουλευταί, κατὰ 18. Ὁ νέος συνταγματικὸς χάρτης τίθεται εἰς ἰσχὺν τὴν 1ην Ἰανουαρίου 1975.: [1167, 1061, 1349, 1126]
headline-palestinians: Οἱ Παλαιστίνιοι ποὺ ἐπετέθησαν εἰς Φιουμιτσίνο καὶ Ἑλληνικὸν θὰ παραδοθοῦν εἰς Αἴγυπτον;: [979, 532, 1348, 648]
cinema-section: [22, 1871, 772, 2280]
article-text: ΚΑΪΡΟΝ, 28. (Ἠνωμ. Πιέσις). — Ὁ πρόεδρος Σαντάτ ἀνέθεσεν εἰς τὸν ἀρχηγὸν τῆς ὀργανώσεως ἀπελευθερώσεως τῆς Παλαιστίνης νὰ ζητήσῃ ἀπὸ τὴν κυβέρνησιν τοῦ Κουβέιτ τὴν παράδοσιν τῶν πέντε Παλαιστινίων, οἱ ὁποῖοι ἐπετέθησαν εἰς τὰ ἀεροδρόμια Φιουμιτσίνο καὶ Ἑλληνικοῦ.: [978, 711, 1159, 829]
notice-text: Ἡ σύζυγος Χρυσάνθη. Τὰ τέκνα Κωνσταντῖνος — Ἰωάννα. Οἱ ἐγγονοὶ καὶ λοιποὶ συγγενεῖς.: [22, 1303, 253, 1341]
article-text: ΚΡΟΜΕΡ, Ἀγγλία, 28. (Ρόυτερ). — Ἐπειδὴ οἱ σκύλοι ρυπαίνουν τοὺς δρόμους, ὁ δήμος προσέλαβε εἰδικὸν ντετέκτιβ, ὁ ὁποῖος θὰ παρακολουθῇ τοὺς ἰδιοκτήτας των καὶ θὰ ἐπιβάλλῃ πρόστιμον 1.500 δρχ.: [1357, 370, 1580, 435]
subheadline: Ὁ «ἀντικοινωνικὸς ρόλος» τῶν φαρμακοβιομηχανιῶν καὶ οἱ «θεατρινισμοὶ» τῶν ἰατρῶν: [994, 188, 1333, 241]
article-headline: Ο ΝΟΛ ΕΠΙΣΚΕΦΘΗ ΤΟΥΣ ΑΠΕΛΕΥΘΕΡΩΘΕΝΤΑΣ ΑΙΧΜΑΛΩΤΟΥΣ: [1385, 822, 1552, 867]
taxi-stand-name: Ἑρμοῦ: [785, 1513, 813, 1524]
taxi-stand-name: Ἀρ. Ἐξαδάκτυλου: [785, 1428, 867, 1439]
section-subtitle: Μή έορτάζουσαι: [22, 81, 175, 100]
notice-text: ΤΟΥ ΣΥΛΛΟΓΟΥ «ΑΝΑΓΕΝΝΗΣΙΣ» σήμερον 22.00 εἰς τὸ Ξενοδοχεῖον «Ἐλεκτρα Παλλάς».: [22, 1743, 253, 1781]
excursion-text: ΤΟΥ «ΕΛΛΗΝΙΚΟΥ ΟΜΙΛΟΥ ΚΑΤΑΣΚΗΝΩΣΕΩΣ» εἰς Πήλιον.: [605, 831, 772, 857]
article-text: ΣΤΟΚΧΟΛΜΗ, 28. (Ρόυτερ). — Ἡ Σουηδικὴ Βουλὴ ἐψήφισε χθὲς νέον σύνταγμα, βάσει τοῦ ὁποίου ὁ βασιλεὺς ἀπόλλυσι καὶ τὰς τελευταίας του τυπικὰς ἐξουσίας. Ὁ βασιλεὺς Κάρολος Γουσταῦος δὲν θὰ ὑπογράφῃ πλέον τοὺς νόμους οὔτε θὰ προεδρεύῃ τοῦ ὑπουργικοῦ συμβουλίου.: [978, 1061, 1159, 1178]
divider: [780, 582, 970, 583]
article-text: ΚΟΜΠΟΚ ΤΟΜ, Καμπότζη, 28. (Ἀσσ. Πρές). — Ὁ πρόεδρος Λὸν Νὸλ ἐπεσκέφθη τοὺς αἰχμαλώτους πολέμου ποὺ ἀπελευθερώθησαν ἀπὸ τοὺς Κμὲρ Ρούζ.: [1357, 872, 1580, 924]
article-headline: ΔΕΚΑΤΕΤΡΑΕΤΙΣ ΕΒΑΛΕ ΤΑ ΓΥΑΛΙΑ ΕΙΣ ΕΠΙΠΛΟΥΣ ΨΑΡΑΔΕΣ: [786, 370, 964, 414]
article-text: Τὸ ψάρι ἐπάλευσε ἐπὶ δύο ὥρας πρὶν ἀνασυρθῇ εἰς τὴν ξηράν.: [780, 551, 970, 576]
subheadline: ΚΑΘΙΣΤΑΤΑΙ ΠΛΕΟΝ ΜΙΑ ΑΠΛΗ ΤΕΛΕΤΟΥΡΓΙΚΗ ΦΥΣΙΟΓΝΩΜΙΑ. — Η ΒΟΥΛΗ ΘΑ ΥΠΟΔΕΙΚΝΥΗ ΤΟΝ ΝΕΟΝ ΠΡΩΘΥΠΟΥΡΓΟΝ: [984, 1007, 1343, 1056]
taxi-row: [785, 1561, 965, 1573]
notice-text: ΤΟΥ «ΣΥΛΛΟΓΟΥ ΠΡΟΣΦΥΓΩΝ ΚΑΛΑΜΑΡΙΑΣ» 21.30 εἰς τὴν ταβέρναν «Μπουζούκια».: [22, 1653, 253, 1691]
kicker: Ὡς ἀποκαλύπτει ἡ «Ἀλ Ἀχράμ»: [1044, 509, 1282, 528]
taxi-stand-name: Παλαιᾶς Ἀγορᾶς: [785, 1610, 861, 1621]
taxi-stand-name: Διοικητηρίου: [785, 1488, 851, 1499]
section-banner-dances: ΧΟΡΟΙ: [22, 1349, 253, 1386]
taxi-stand-name: Συκεῶν: [785, 1646, 818, 1657]
notice-text: ΤΟΥ ΣΥΛΛΟΓΟΥ «ΤΑΛΑΤΙΑΝΙΑ» σήμερον 21.30 εἰς τὴν αἴθουσαν τοῦ Ξενοδοχείου «Μακεδονία Παλλάς».: [22, 1471, 253, 1509]
excursion-text: ΤΗΣ «ΦΙΛΗΣ ΤΟΥ ΒΟΥΝΟΥ» 29-31 Μαρτίου εἰς Καβάλαν, Ξάνθην.: [605, 786, 772, 824]
excursion-text: ΤΟΥ «ΟΡΕΙΒΑΤΙΚΟΥ ΣΥΛΛΟΓΟΥ» εἰς Βροντοῦν.: [605, 664, 772, 689]
taxi-stand-name: Τσιμισκῆ: [785, 1670, 829, 1681]
taxi-stand-phone: 517-900: [927, 1634, 965, 1645]
article-text: Ἡ κυβέρνησις τοῦ Κουβέιτ εἶχε δηλώσει ἀρχικῶς ὅτι θὰ τοὺς παραδώσῃ εἰς τὴν Ὀργάνωσιν Ἀπελευθερώσεως τῆς Παλαιστίνης. Οἱ πέντε θὰ δικασθοῦν ὑπὸ εἰδικοῦ παλαιστινιακοῦ δικαστηρίου.: [1167, 711, 1349, 789]
taxi-row: [785, 1439, 965, 1451]
notice-text: Τὰ τέκνα Χρῆστος — Δήμητρα, Ζωοιάννα — Ἔλλη, Σὲ Δήμητρα, Ἀγάπη. Γεώργιος, Ἑλένη, Ἀγάπη.: [22, 1069, 253, 1108]
funeral-age: ἐτῶν 73: [496, 1292, 538, 1304]
column-world-news: [978, 22, 1349, 2280]
article-text: ΜΑΪΑΜΙ ΜΠΗΤΣ, 28. (Ρόυτερ). — Ὁ διάσημος ἀμερικανὸς καλλιτέχνης Σάμμυ Ντέιβις ἐξῆλθεν τῆς κλινικῆς, ὅπου ἐνοσηλεύετο ἐπὶ ἐβδομάδα.: [1357, 1075, 1580, 1126]
notice-text: Ὁ ΙΣΑΑΚ ΑΛΤΣΕΚ τοῦ Ἰωσήφου καὶ τῆς Λίνας τὸ γένος Μωρατίδου γεννηθεὶς εἰς Θεσσαλονίκην κάτοικος Θεσσαλονίκης καὶ ἡ ΣΙΜΩΝΗ ΑΡΑΓΤΙ τοῦ Ἀλμπ καὶ τῆς Εὐδοξίας τὸ γένος Ζακκαί γεννηθεῖσα εἰς Θεσσαλονίκην κάτοικος Θεσσαλονίκης μέλλουν νὰ ἔλθουν εἰς α' γάμον θρησκευτικὸν μυστήριον εἰς Θεσσαλονίκην.: [22, 392, 253, 496]
taxi-box-intro: Οἱ ἀριθμοὶ τηλεφώνων τῶν πιάτσων ταξί Θεσσαλονίκης εἶναι:: [785, 1373, 965, 1395]
section-subtitle: Προσεχεῖς: [605, 762, 702, 782]
taxi-stand-phone: 615-501: [927, 1585, 965, 1596]
article-text: Ἡ Βουλὴ θὰ ὑποδεικνύῃ εἰς τὸ ἑξῆς τὸν νέον πρωθυπουργόν, ὁ δὲ ρόλος τοῦ μονάρχου καθίσταται καθαρῶς τελετουργικός.: [1167, 1133, 1349, 1184]
tv-listing: 13.45 Διαφημιστικὰ προγράμματα.: [261, 833, 364, 858]
listing-text: ΔΕΛΛΑ, τηλ. 763-714 «Ἐλευθέρωσις».: [274, 2027, 469, 2039]
radio-heading: Θεσσαλονίκης: [295, 1048, 393, 1063]
funeral-text: Τὸν λατρευτόν μας σύζυγον, πατέρα, θυγατέρα, ἀδελφὴν καὶ θεῖον: [433, 803, 600, 842]
notice-text: ΤΟΥ ΣΥΛΛΟΓΟΥ «ΑΝΑΣΤΑΣΙΣ» σήμερον εἰς τὸ ἐντευκτήριον. Ἐνδυμασία ἐλεύθερα.: [22, 1438, 253, 1463]
taxi-stand-phone: 224-221: [927, 1488, 965, 1499]
article-text: Εἰς τὸ 9ον χιλιόμετρον τῆς ὁδοῦ Ἀμφιπόλεως — Κερδυλλίων, κατὰ τὴν διάρκειαν ἐκσκαφῶν ἀπεκαλύφθη μακεδονικὸς τάφος τῶν ἑλληνιστικῶν χρόνων. Ἡ Ἐφορεία Ἀρχαιοτήτων ἀνέλαβε τὴν περαιτέρω ἔρευναν τοῦ χώρου.: [780, 825, 970, 916]
listing-text: Διὰ νέας σύγχρονοι ἀνυψωτικαὶ γερανοὶ τοῦ λιμένος ἀπεφασίσθη νὰ παραγγελθοῦν, ἀφοῦ αἱ ἀνάγκαι τῆς φορτοεκφορτώσεως ηὐξήθησαν. Κατὰ τὸ παρελθὸν ἔτος διεκινήθησαν 4.000.000 τόνοι ἐμπορευμάτων.: [527, 1945, 772, 2009]
funeral-age: ἐτῶν 67: [496, 1138, 538, 1150]
excursion-text: ΤΟΥ «ΦΥΣΙΟΛΑΤΡΙΚΟΥ ΟΜΙΛΟΥ» εἰς Χορτιάτην.: [605, 696, 772, 721]
taxi-row: [785, 1403, 965, 1415]
listing-text: ΟΛΥΜΠΙΑ, τηλ. 416-255 «Ἡ καταιγίδα».: [274, 2046, 483, 2058]
taxi-stand-name: Κασσάνδρου: [785, 1549, 840, 1560]
taxi-stand-phone: 271-551: [927, 1415, 965, 1426]
taxi-stand-phone: 211-991: [927, 1549, 965, 1560]
article-text: Ἡ ἐπιτροπὴ ἐξετάζει τὴν λῆψιν νομοθετικῶν μέτρων διὰ τὸν περιορισμὸν τῆς καταχρήσεως τῶν φαρμάκων.: [1167, 331, 1349, 382]
taxi-stand-phone: 814-863: [927, 1440, 965, 1451]
taxi-stand-name: Ἐγνατίας: [785, 1500, 829, 1511]
listing-text: ΑΦΡΟΔΙΤΗ, τηλ. 552-255 «Γερόνιμο» ἔγχρωμος.: [274, 1976, 520, 2001]
funeral-age: ἐτῶν 65: [496, 1100, 538, 1112]
record-text: «ΜΑΡΙΝΑ» τῆς «Φωνογράφ».: [780, 1163, 930, 1175]
article-text: Διὰ κλοπάς, ἐκτελεσθείσας διὰ διαρρήξεως, εἰς βάρος τοῦ κ. Δ. Παντζάρη, 20 ἐτῶν, ἐργάτου, ἐκ Νέου Σουλίου, συνελήφθη οἰκοδόμος κάτοικος Καλαμαριᾶς.: [780, 980, 970, 1045]
taxi-stand-phone: 412-900: [927, 1464, 965, 1475]
taxi-stand-name: Πλατ. Δημοκρατίας: [785, 1622, 878, 1633]
taxi-list: [785, 1403, 965, 1694]
news-brief: «ΚΑΜΕΡΑ». Ἐπεκτείνεται ἡ παγκόσμιος διαφήμισις τῆς ἐλληνικῆς παραγωγῆς εἰς τὴν ἀγορὰν καὶ ἐξωτερικῶς.: [433, 705, 600, 756]
taxi-row: [785, 1585, 965, 1597]
notice-text: Τελοῦμεν τὴν Κυριακὴν 10.30 π.μ. εἰς τὸν ἱερὸν ναὸν τῶν Ταξιαρχῶν ἐτήσιον μνημόσυνον ὑπὲρ ἀναπαύσεως τῆς ψυχῆς τοῦ πολυφιλήτου μας συζύγου καὶ πατρὸς: [22, 1115, 253, 1166]
article-text: Η κ. Εὐδοκία Βασιλοπούλου (Στέφανος Τάσση 13 εἰς τοσαῦτα). —Η κ. Εὐδοκία Χ. Παρασκευόγλου (Πατησίων 14) εἰς δὲ δεχθῇ ἐπισκέψεις. —Η κ. Εὐδοκία Κων. Λαζαρίδου (Ἀθηνᾶς 20) δὲν ἑορτάζει οὔτε δέχεται ἐπισκέψεις. —Η κ. Εἰρ. Ἀργυροπούλου (Λεωφ. Ἀραγούμη 73) δὲν ἑορτάζει.: [22, 105, 253, 195]
section-banner-radio: Τὸ ραδιόφωνον: [261, 984, 428, 1040]
notice-text: Τελοῦμεν σήμερον 9 π.μ. εἰς τὸν Ἱερὸν Ναὸν Ἁγίων Κωνσταντίνου καὶ Ἑλένης τεσσαρακονθήμερον ἐπιμνημόσυνον δέησιν ὑπὲρ ἀναπαύσεως τῆς ψυχῆς τοῦ λατρευτοῦ μας πατρὸς καὶ πάππου: [22, 869, 253, 933]
tv-listing: 19.30 Εἰδήσεις. 19.45 Ἀθλητικὰ νέα.: [261, 700, 424, 726]
taxi-row: [785, 1658, 965, 1670]
section-banner-excursions: Εὔδρομοι: [605, 536, 772, 568]
article-headline: ΠΑΝΗΓΥΡΙΚΗ ΘΕΙΑ ΛΕΙΤΟΥΡΓΙΑ ΤΗΝ ΚΥΡΙΑΚΗΝ ΤΗΣ ΟΡΘΟΔΟΞΙΑΣ: [782, 590, 968, 635]
section-banner-memorials: Τὰ μνημόσυνα: [22, 825, 253, 862]
notice-text: ΤΟΥ ΠΑΝΕΛΛΗΝΙΟΥ ΣΥΝΔΕΣΜΟΥ «ΟΙ ΦΙΛΟΙ ΤΟΥ ΑΣΤΕΡΟΣ» σήμερον εἰς τὸ κέντρον «Φεγγαράκι».: [22, 1562, 253, 1600]
listing-text: ΚΟΣΜΙΚΟΝ, τηλ. 511-897 «Ἡ κόλαση τῆς Νόβραν» ἔγχρωμος, πολυμορφικὸς μὲ τὸν Σὸν Ὀλίβιέ.: [22, 1945, 267, 1983]
taxi-stand-phone: 263-033: [927, 1428, 965, 1439]
divider: [978, 500, 1349, 503]
record-text: Ἡ ἐπιτυχία τῆς ἐποχῆς, ὅπως αἱ μελωδίαι τοῦ Μάνου Χατζιδάκι.: [780, 1182, 970, 1207]
taxi-stand-name: Καλαμαριᾶς: [785, 1525, 840, 1536]
funeral-name: ΜΑΡΚΟΝ ΚΑΛΑΜΠΟΥΚΑΝ: [441, 1157, 593, 1169]
article-headline: ΓΑΛΛΟΣ ΕΞΕΛΕΓΗ ΔΙΕΥΘΥΝΤΗΣ ΤΟΥ ΔΙΕΘΝΟΥΣ ΓΡΑΦΕΙΟΥ ΕΡΓΑΣΙΑΣ ΤΗΣ ΟΗΕ: [1365, 450, 1572, 495]
listing-text: ΚΟΤΣΙΑ, τηλ. 912-148 «Σπανιοπόλει» ἔγχρωμος.: [22, 2022, 267, 2048]
taxi-stand-phone: 311-515: [927, 1683, 965, 1694]
taxi-row: [785, 1451, 965, 1463]
taxi-stand-phone: 226-133: [927, 1670, 965, 1681]
taxi-stand-name: Χαριλάου: [785, 1683, 829, 1694]
